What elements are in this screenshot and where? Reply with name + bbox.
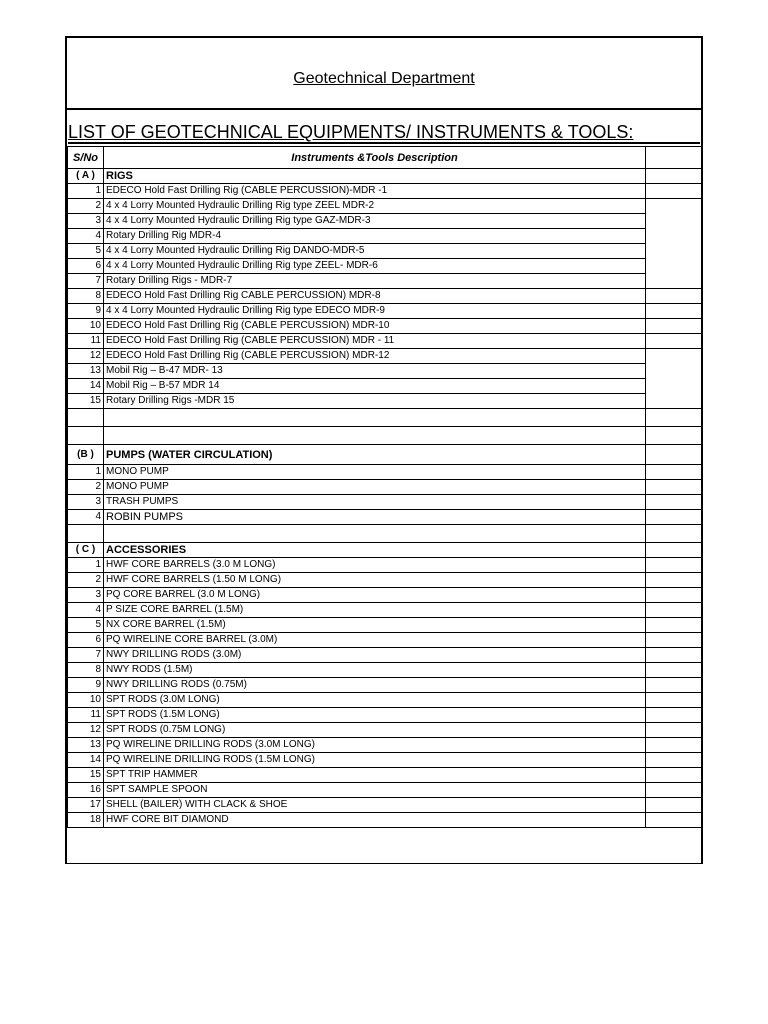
item-number: 12 [68,723,104,738]
item-number: 9 [68,678,104,693]
item-description: SPT RODS (3.0M LONG) [104,693,646,708]
list-item [68,480,702,495]
item-extra-cell [646,184,702,199]
list-item [68,510,702,525]
item-description: NWY DRILLING RODS (0.75M) [104,678,646,693]
item-description: EDECO Hold Fast Drilling Rig CABLE PERCUSSION) MDR-8 [104,289,646,304]
list-item [68,798,702,813]
list-item [68,199,702,214]
item-number: 3 [68,495,104,510]
list-item [68,244,702,259]
section-extra-cell [646,445,702,465]
item-extra-cell [646,723,702,738]
blank-row [68,525,702,543]
list-item [68,465,702,480]
item-extra-cell [646,199,702,214]
item-extra-cell [646,813,702,828]
item-description: Mobil Rig – B-57 MDR 14 [104,379,646,394]
item-description: HWF CORE BARRELS (1.50 M LONG) [104,573,646,588]
item-extra-cell [646,214,702,229]
blank-cell [646,525,702,543]
item-number: 11 [68,334,104,349]
item-description: HWF CORE BARRELS (3.0 M LONG) [104,558,646,573]
item-extra-cell [646,618,702,633]
item-number: 3 [68,214,104,229]
item-extra-cell [646,289,702,304]
item-number: 18 [68,813,104,828]
item-extra-cell [646,768,702,783]
section-header-row [68,543,702,558]
blank-cell [68,427,104,445]
list-item [68,708,702,723]
item-description: SPT RODS (0.75M LONG) [104,723,646,738]
header-extra [646,147,702,169]
list-item [68,319,702,334]
section-code: (B ) [68,445,104,465]
item-number: 6 [68,259,104,274]
blank-cell [68,409,104,427]
item-number: 1 [68,558,104,573]
section-title: PUMPS (WATER CIRCULATION) [104,445,646,465]
item-description: SPT SAMPLE SPOON [104,783,646,798]
blank-row [68,409,702,427]
list-item [68,274,702,289]
item-description: PQ WIRELINE DRILLING RODS (3.0M LONG) [104,738,646,753]
item-number: 4 [68,603,104,618]
item-description: SPT RODS (1.5M LONG) [104,708,646,723]
item-description: 4 x 4 Lorry Mounted Hydraulic Drilling Rig DANDO-MDR-5 [104,244,646,259]
list-item [68,379,702,394]
list-item [68,259,702,274]
list-item [68,573,702,588]
item-description: PQ CORE BARREL (3.0 M LONG) [104,588,646,603]
item-number: 15 [68,394,104,409]
item-number: 10 [68,319,104,334]
list-item [68,229,702,244]
list-item [68,753,702,768]
item-number: 13 [68,738,104,753]
item-description: Rotary Drilling Rigs -MDR 15 [104,394,646,409]
blank-row [68,427,702,445]
item-description: 4 x 4 Lorry Mounted Hydraulic Drilling Rig type GAZ-MDR-3 [104,214,646,229]
item-number: 9 [68,304,104,319]
item-extra-cell [646,603,702,618]
item-number: 11 [68,708,104,723]
item-extra-cell [646,465,702,480]
item-extra-cell [646,244,702,259]
item-extra-cell [646,783,702,798]
section-code: ( A ) [68,169,104,184]
item-description: P SIZE CORE BARREL (1.5M) [104,603,646,618]
item-number: 17 [68,798,104,813]
list-item [68,738,702,753]
list-item [68,648,702,663]
list-item [68,289,702,304]
list-item [68,364,702,379]
item-number: 4 [68,510,104,525]
item-extra-cell [646,259,702,274]
item-description: SHELL (BAILER) WITH CLACK & SHOE [104,798,646,813]
list-item [68,813,702,828]
item-number: 1 [68,184,104,199]
blank-cell [68,525,104,543]
item-number: 16 [68,783,104,798]
section-title: ACCESSORIES [104,543,646,558]
section-header-row [68,445,702,465]
item-number: 2 [68,480,104,495]
list-title: LIST OF GEOTECHNICAL EQUIPMENTS/ INSTRUMENTS & TOOLS: [68,112,700,144]
blank-cell [104,525,646,543]
item-description: MONO PUMP [104,480,646,495]
item-description: NWY RODS (1.5M) [104,663,646,678]
item-number: 4 [68,229,104,244]
item-description: Mobil Rig – B-47 MDR- 13 [104,364,646,379]
header-description: Instruments &Tools Description [104,147,646,169]
item-number: 14 [68,379,104,394]
equipment-table [67,146,703,828]
item-description: ROBIN PUMPS [104,510,646,525]
list-item [68,495,702,510]
list-item [68,349,702,364]
item-extra-cell [646,510,702,525]
item-number: 13 [68,364,104,379]
item-extra-cell [646,663,702,678]
item-description: NX CORE BARREL (1.5M) [104,618,646,633]
list-item [68,558,702,573]
list-item [68,214,702,229]
item-number: 10 [68,693,104,708]
item-extra-cell [646,229,702,244]
item-extra-cell [646,379,702,394]
item-number: 14 [68,753,104,768]
list-item [68,588,702,603]
item-extra-cell [646,349,702,364]
list-item [68,633,702,648]
item-extra-cell [646,678,702,693]
item-description: Rotary Drilling Rigs - MDR-7 [104,274,646,289]
item-extra-cell [646,693,702,708]
item-description: HWF CORE BIT DIAMOND [104,813,646,828]
list-item [68,603,702,618]
item-extra-cell [646,588,702,603]
item-number: 5 [68,618,104,633]
header-sno: S/No [68,147,104,169]
list-item [68,768,702,783]
item-description: 4 x 4 Lorry Mounted Hydraulic Drilling Rig type ZEEL MDR-2 [104,199,646,214]
item-extra-cell [646,708,702,723]
item-description: NWY DRILLING RODS (3.0M) [104,648,646,663]
item-number: 8 [68,289,104,304]
item-description: EDECO Hold Fast Drilling Rig (CABLE PERCUSSION) MDR - 11 [104,334,646,349]
section-code: ( C ) [68,543,104,558]
item-extra-cell [646,274,702,289]
item-number: 8 [68,663,104,678]
table-header-row [68,147,702,169]
item-number: 3 [68,588,104,603]
list-item [68,618,702,633]
item-number: 1 [68,465,104,480]
item-extra-cell [646,558,702,573]
item-description: 4 x 4 Lorry Mounted Hydraulic Drilling Rig type ZEEL- MDR-6 [104,259,646,274]
blank-cell [104,409,646,427]
item-extra-cell [646,798,702,813]
item-extra-cell [646,480,702,495]
item-extra-cell [646,495,702,510]
list-item [68,184,702,199]
item-extra-cell [646,304,702,319]
list-item [68,693,702,708]
item-description: SPT TRIP HAMMER [104,768,646,783]
item-description: EDECO Hold Fast Drilling Rig (CABLE PERCUSSION) MDR-12 [104,349,646,364]
section-header-row [68,169,702,184]
list-item [68,678,702,693]
item-description: EDECO Hold Fast Drilling Rig (CABLE PERCUSSION) MDR-10 [104,319,646,334]
item-extra-cell [646,364,702,379]
list-item [68,663,702,678]
item-description: PQ WIRELINE CORE BARREL (3.0M) [104,633,646,648]
item-number: 7 [68,648,104,663]
section-extra-cell [646,543,702,558]
item-number: 7 [68,274,104,289]
item-description: PQ WIRELINE DRILLING RODS (1.5M LONG) [104,753,646,768]
item-description: Rotary Drilling Rig MDR-4 [104,229,646,244]
item-number: 2 [68,573,104,588]
blank-cell [646,427,702,445]
item-number: 5 [68,244,104,259]
item-extra-cell [646,394,702,409]
item-number: 6 [68,633,104,648]
item-extra-cell [646,573,702,588]
list-item [68,394,702,409]
title-box [67,38,701,110]
item-extra-cell [646,753,702,768]
list-item [68,334,702,349]
item-description: EDECO Hold Fast Drilling Rig (CABLE PERCUSSION)-MDR -1 [104,184,646,199]
list-item [68,723,702,738]
item-extra-cell [646,633,702,648]
item-description: 4 x 4 Lorry Mounted Hydraulic Drilling Rig type EDECO MDR-9 [104,304,646,319]
item-description: MONO PUMP [104,465,646,480]
item-number: 12 [68,349,104,364]
item-number: 2 [68,199,104,214]
item-extra-cell [646,648,702,663]
blank-cell [646,409,702,427]
section-extra-cell [646,169,702,184]
item-description: TRASH PUMPS [104,495,646,510]
item-extra-cell [646,319,702,334]
item-number: 15 [68,768,104,783]
list-item [68,783,702,798]
list-item [68,304,702,319]
blank-cell [104,427,646,445]
department-title: Geotechnical Department [293,70,475,87]
section-title: RIGS [104,169,646,184]
item-extra-cell [646,738,702,753]
item-extra-cell [646,334,702,349]
